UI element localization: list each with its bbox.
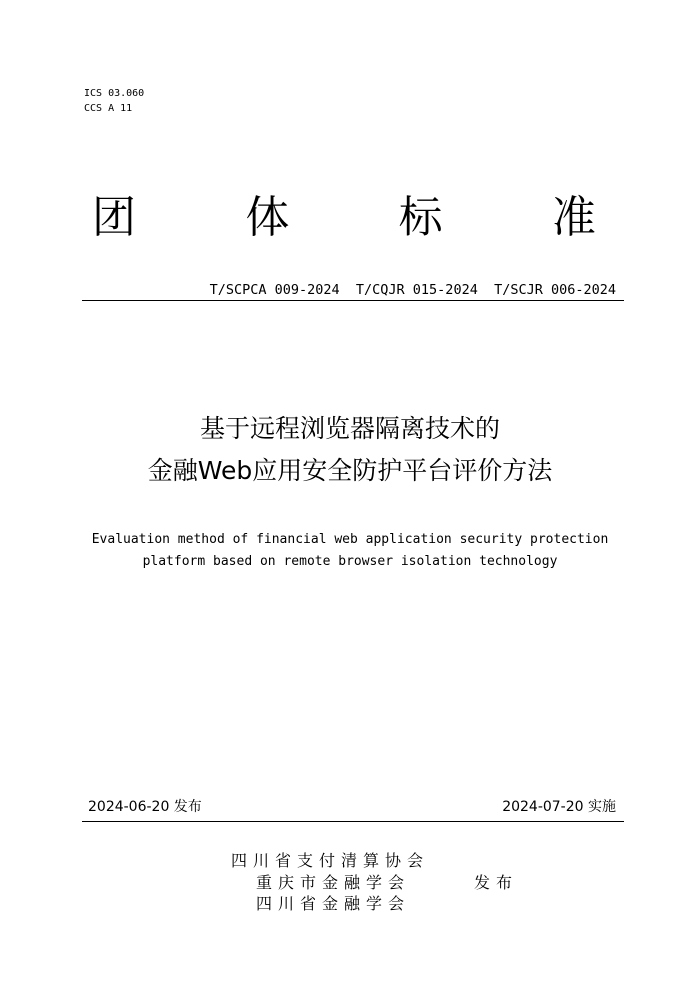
classification-codes — [84, 86, 144, 116]
publish-label: 发布 — [474, 873, 519, 892]
standard-type-heading — [84, 188, 604, 248]
english-title-line-1: Evaluation method of financial web application security protection — [91, 532, 609, 547]
issuer-sichuan-payment-association: 四川省支付清算协会 — [231, 851, 430, 870]
top-divider — [82, 300, 624, 301]
standard-codes: T/SCPCA 009-2024 T/CQJR 015-2024 T/SCJR 006-2024 — [209, 282, 616, 298]
title-line-1: 基于远程浏览器隔离技术的 — [199, 414, 500, 443]
english-title — [0, 529, 700, 573]
document-title — [0, 408, 700, 492]
standard-type-char: 标 — [398, 192, 443, 243]
issuer-chongqing-finance-society: 重庆市金融学会 — [256, 873, 411, 892]
title-line-2: 金融Web应用安全防护平台评价方法 — [147, 456, 553, 485]
standard-type-char: 准 — [551, 192, 596, 243]
bottom-divider — [82, 821, 624, 822]
standard-type-char: 体 — [245, 192, 290, 243]
issue-date: 2024-06-20 发布 — [88, 799, 202, 815]
standard-type-char: 团 — [92, 192, 136, 243]
implementation-date: 2024-07-20 实施 — [502, 799, 616, 815]
english-title-line-2: platform based on remote browser isolation technology — [142, 554, 558, 569]
ccs-code: CCS A 11 — [84, 103, 133, 114]
issuer-sichuan-finance-society: 四川省金融学会 — [256, 894, 411, 913]
ics-code: ICS 03.060 — [84, 88, 145, 99]
